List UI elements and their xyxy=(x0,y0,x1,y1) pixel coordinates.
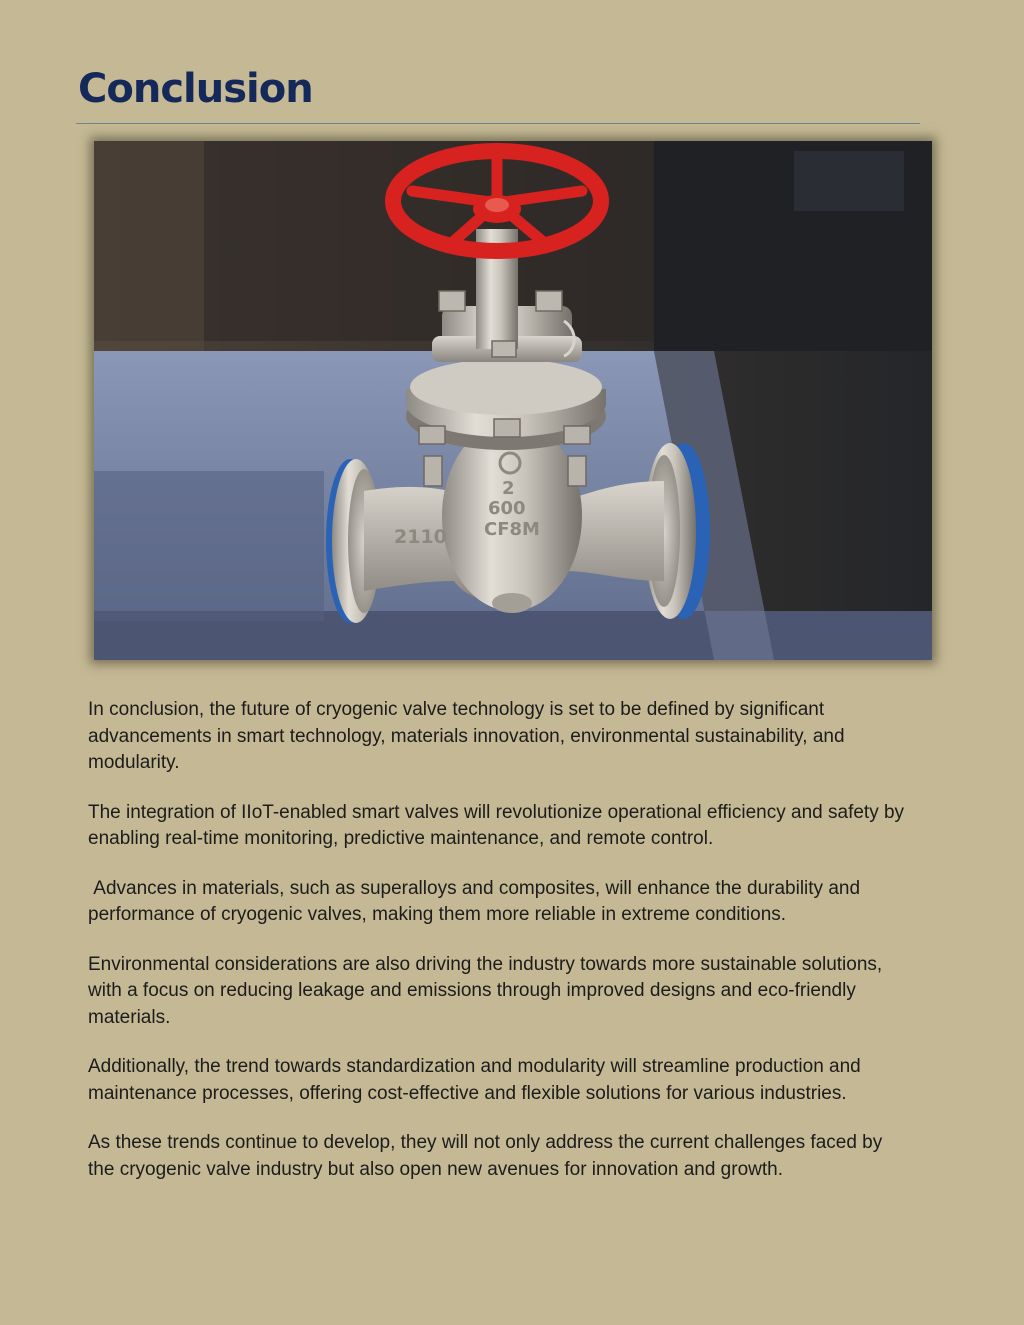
valve-photo xyxy=(94,141,932,660)
conclusion-body xyxy=(88,697,908,1206)
paragraph-modularity: Additionally, the trend towards standardization and modularity will streamline production and maintenance processes, offering cost-effective and flexible solutions for various industries. xyxy=(88,1056,867,1104)
casting-mark-600: 600 xyxy=(488,498,526,519)
paragraph-intro: In conclusion, the future of cryogenic valve technology is set to be defined by significant advancements in smart technology, materials innovation, environmental sustainability, and modularity. xyxy=(88,699,850,773)
valve-illustration xyxy=(94,141,932,660)
casting-mark-cf8m: CF8M xyxy=(484,519,540,540)
paragraph-outlook: As these trends continue to develop, they will not only address the current challenges faced by the cryogenic valve industry but also open new avenues for innovation and growth. xyxy=(88,1132,888,1180)
paragraph-environment: Environmental considerations are also driving the industry towards more sustainable solutions, with a focus on reducing leakage and emissions through improved designs and eco-friendly materials. xyxy=(88,953,888,1028)
casting-mark-2110: 2110 xyxy=(394,526,447,548)
paragraph-smart-valves: The integration of IIoT-enabled smart valves will revolutionize operational efficiency and safety by enabling real-time monitoring, predictive maintenance, and remote control. xyxy=(88,801,910,849)
page-title: Conclusion xyxy=(78,66,313,112)
title-divider xyxy=(76,123,920,124)
paragraph-materials: Advances in materials, such as superalloys and composites, will enhance the durability and performance of cryogenic valves, making them more reliable in extreme conditions. xyxy=(88,877,866,925)
casting-mark-2: 2 xyxy=(502,478,515,499)
